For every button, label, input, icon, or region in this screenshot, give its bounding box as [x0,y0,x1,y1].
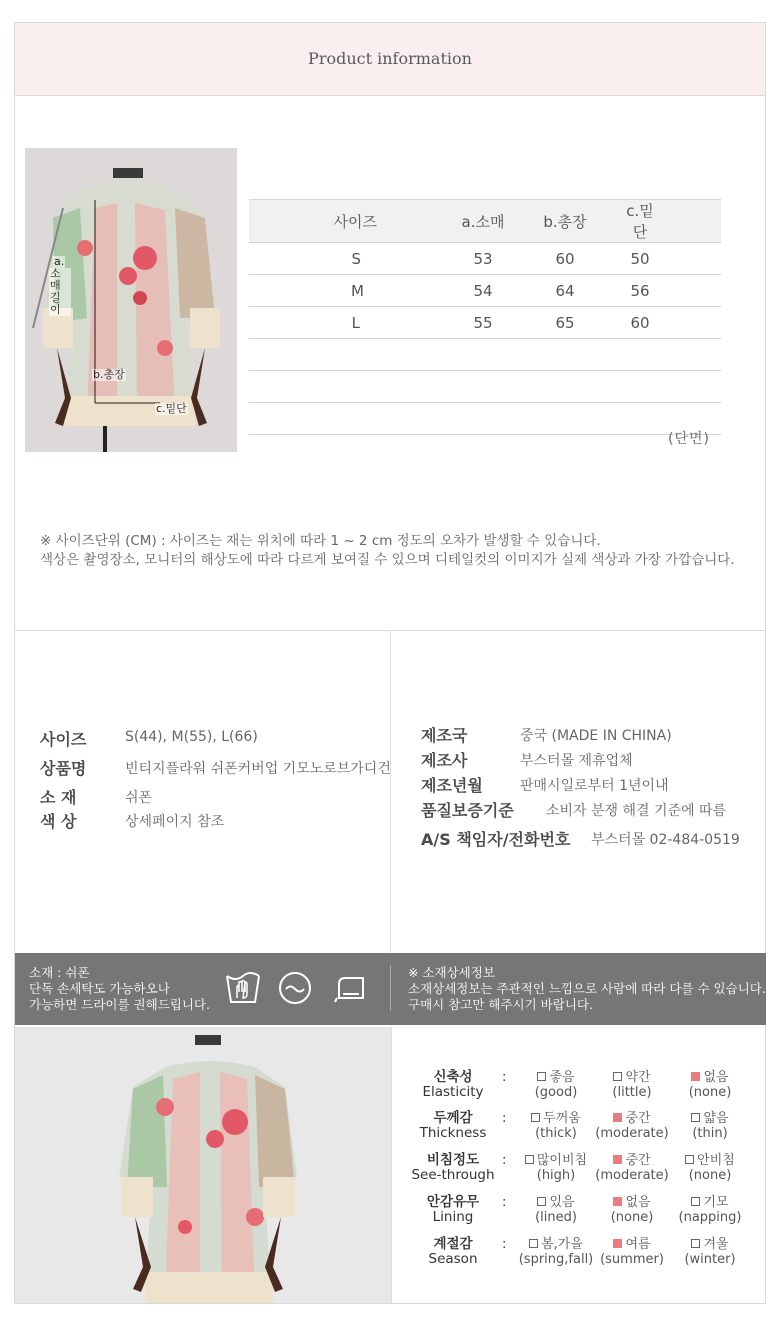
table-row [249,275,721,307]
divider-vertical [390,631,391,953]
sleeve-cell: 53 [457,243,509,275]
care-material: 소재 : 쉬폰 [29,965,90,980]
spec-value: 소비자 분쟁 해결 기준에 따름 [546,803,727,819]
spec-key: 색 상 [40,812,77,831]
length-cell: 65 [509,307,621,339]
header-bar [15,23,765,96]
checkbox-icon [691,1239,700,1248]
fabric-row-thickness [392,1107,764,1149]
checkbox-checked-icon [613,1239,622,1248]
fabric-option: 얇음 (thin) [692,1111,729,1141]
measure-label-b: b.총장 [93,368,125,381]
fabric-key-en: Thickness [419,1125,487,1141]
fabric-row-elasticity [392,1066,764,1108]
fabric-key [392,1070,514,1100]
colon: : [502,1195,507,1210]
checkbox-icon [525,1155,534,1164]
table-row [249,307,721,339]
spec-value: S(44), M(55), L(66) [125,729,258,745]
size-header-size: 사이즈 [249,200,457,243]
size-header-hem: c.밑단 [621,200,659,243]
size-notice-line1: ※ 사이즈단위 (CM) : 사이즈는 재는 위치에 따라 1 ~ 2 cm 정도의 오차가 발생할 수 있습니다. [40,533,601,549]
fabric-key [392,1153,514,1183]
checkbox-icon [685,1155,694,1164]
spec-key: 제조국 [421,726,468,745]
spec-key: 사이즈 [40,730,87,749]
size-table [249,199,721,435]
care-wash-line2: 가능하면 드라이를 권해드립니다. [29,997,210,1012]
fabric-option: 두꺼움 (thick) [516,1111,596,1141]
fabric-key [392,1195,514,1225]
fabric-option: 좋음 (good) [534,1070,578,1100]
fabric-option: 있음 (lined) [535,1195,577,1225]
hem-cell: 56 [621,275,659,307]
care-band [15,953,766,1025]
size-header-length: b.총장 [509,200,621,243]
table-row-empty [249,371,721,403]
size-notice [40,532,735,570]
fabric-option: 없음 (none) [688,1070,732,1100]
spec-value: 부스터몰 02-484-0519 [591,832,740,848]
fabric-option: 많이비침 (high) [516,1153,596,1183]
fabric-key-ko: 계절감 [433,1236,473,1252]
fabric-key-ko: 안감유무 [426,1194,480,1210]
care-wash-line1: 단독 손세탁도 가능하오나 [29,981,170,996]
fabric-row-see-through [392,1149,764,1191]
spec-value: 판매시일로부터 1년이내 [520,778,669,794]
checkbox-checked-icon [613,1155,622,1164]
colon: : [502,1153,507,1168]
sleeve-cell: 55 [457,307,509,339]
fabric-key-en: Season [428,1251,478,1267]
spec-key: A/S 책임자/전화번호 [421,830,571,849]
care-detail-title: ※ 소재상세정보 [408,965,495,980]
size-notice-line2: 색상은 촬영장소, 모니터의 해상도에 따라 다르게 보여질 수 있으며 디테일컷의 이미지가 실제 색상과 가장 가깝습니다. [40,552,735,568]
checkbox-checked-icon [613,1197,622,1206]
fabric-option: 겨울 (winter) [684,1237,736,1267]
length-cell: 64 [509,275,621,307]
fabric-option: 안비침 (none) [670,1153,750,1183]
fabric-key [392,1237,514,1267]
spec-value: 상세페이지 참조 [125,814,225,830]
fabric-option: 없음 (none) [610,1195,654,1225]
fabric-option: 기모 (napping) [678,1195,742,1225]
cross-section-note: (단면) [668,431,710,447]
product-photo-measure [25,148,237,452]
table-row-empty [249,403,721,435]
length-cell: 60 [509,243,621,275]
fabric-key [392,1111,514,1141]
fabric-option: 봄,가을 (spring,fall) [518,1237,594,1267]
spec-value: 빈티지플라워 쉬폰커버업 기모노로브가디건 [125,761,391,777]
checkbox-icon [613,1072,622,1081]
colon: : [502,1111,507,1126]
checkbox-icon [691,1197,700,1206]
spec-key: 소 재 [40,788,77,807]
fabric-key-en: Elasticity [422,1084,484,1100]
fabric-row-season [392,1233,764,1275]
checkbox-checked-icon [613,1113,622,1122]
care-detail-line1: 소재상세정보는 주관적인 느낌으로 사람에 따라 다를 수 있습니다. [408,981,766,996]
hem-cell: 60 [621,307,659,339]
sleeve-cell: 54 [457,275,509,307]
fabric-key-ko: 두께감 [433,1110,473,1126]
iron-icon [331,970,367,1010]
spec-key: 상품명 [40,759,87,778]
table-row [249,243,721,275]
measure-label-a-text: 소매 길이 [49,268,71,316]
hem-cell: 50 [621,243,659,275]
checkbox-icon [529,1239,538,1248]
fabric-option: 약간 (little) [612,1070,652,1100]
fabric-key-en: See-through [411,1167,495,1183]
colon: : [502,1237,507,1252]
fabric-key-ko: 신축성 [433,1069,473,1085]
fabric-row-lining [392,1191,764,1233]
spec-key: 품질보증기준 [421,801,514,820]
fabric-key-en: Lining [432,1209,474,1225]
size-header-sleeve: a.소매 [457,200,509,243]
checkbox-icon [531,1113,540,1122]
fabric-option: 중간 (moderate) [595,1111,669,1141]
table-row-empty [249,339,721,371]
spec-key: 제조년월 [421,776,483,795]
fabric-option: 중간 (moderate) [595,1153,669,1183]
measure-label-a: a. [54,255,65,268]
colon: : [502,1070,507,1085]
measure-label-c: c.밑단 [156,402,187,415]
checkbox-icon [691,1113,700,1122]
care-detail-line2: 구매시 참고만 해주시기 바랍니다. [408,997,593,1012]
checkbox-icon [537,1072,546,1081]
spec-key: 제조사 [421,751,468,770]
page-title: Product information [308,49,472,68]
fabric-key-ko: 비침정도 [426,1152,480,1168]
dry-clean-icon [277,970,313,1010]
size-cell: L [249,307,457,339]
checkbox-checked-icon [691,1072,700,1081]
size-table-header [249,200,721,243]
care-divider [390,965,391,1011]
size-cell: M [249,275,457,307]
checkbox-icon [537,1197,546,1206]
cardigan-photo [15,1027,391,1303]
product-photo-front [15,1027,391,1303]
spec-value: 부스터몰 제휴업체 [520,753,633,769]
spec-value: 중국 (MADE IN CHINA) [520,728,672,744]
hand-wash-icon [224,970,262,1010]
spec-value: 쉬폰 [125,790,153,806]
size-cell: S [249,243,457,275]
fabric-option: 여름 (summer) [600,1237,664,1267]
